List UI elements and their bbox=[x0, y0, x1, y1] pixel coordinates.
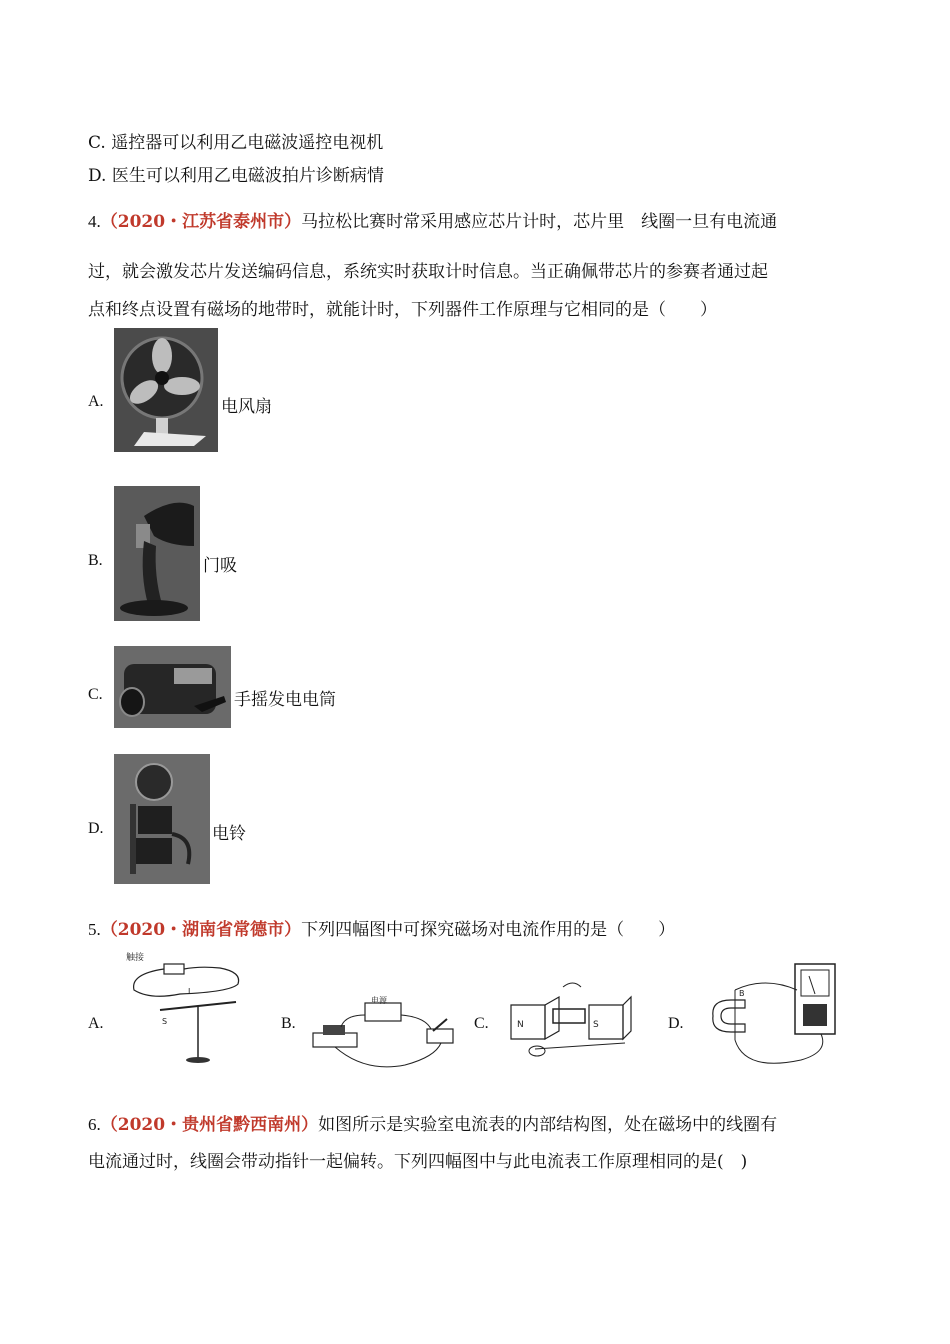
diagram-a-touch-label: 触接 bbox=[126, 953, 145, 963]
q5-option-c-label: C. bbox=[474, 1015, 489, 1032]
question-text: 马拉松比赛时常采用感应芯片计时，芯片里 线圈一旦有电流通 bbox=[301, 212, 778, 232]
q5-diagram-d bbox=[705, 960, 840, 1075]
question-5-line1 bbox=[88, 915, 675, 940]
q5-diagram-b bbox=[305, 995, 465, 1075]
question-6-line2: 电流通过时，线圈会带动指针一起偏转。下列四幅图中与此电流表工作原理相同的是( ) bbox=[88, 1152, 748, 1172]
q5-option-a-label: A. bbox=[88, 1015, 104, 1032]
q5-diagram-c bbox=[505, 975, 635, 1060]
option-b-label: B. bbox=[88, 552, 103, 569]
diagram-b-power-label: 电源 bbox=[371, 996, 387, 1005]
prev-option-d: D. 医生可以利用乙电磁波拍片诊断病情 bbox=[88, 166, 384, 186]
option-c-caption: 手摇发电电筒 bbox=[234, 690, 336, 710]
diagram-a-current-label: I bbox=[188, 987, 191, 996]
q5-option-d-label: D. bbox=[668, 1015, 684, 1032]
diagram-c-n-label: N bbox=[517, 1020, 524, 1030]
q5-option-b-label: B. bbox=[281, 1015, 296, 1032]
electric-fan-photo bbox=[114, 328, 218, 452]
question-number: 6. bbox=[88, 1115, 101, 1134]
question-4-line1 bbox=[88, 207, 777, 232]
question-4-line3: 点和终点设置有磁场的地带时，就能计时，下列器件工作原理与它相同的是（ ） bbox=[88, 300, 717, 320]
diagram-d-b-label: B bbox=[739, 989, 745, 998]
option-d-label: D. bbox=[88, 820, 104, 837]
question-source: （2020・贵州省黔西南州） bbox=[100, 1115, 319, 1135]
option-c-label: C. bbox=[88, 686, 103, 703]
question-6-line1 bbox=[88, 1110, 777, 1135]
option-b-caption: 门吸 bbox=[203, 556, 237, 576]
question-text: 如图所示是实验室电流表的内部结构图，处在磁场中的线圈有 bbox=[318, 1115, 778, 1135]
question-source: （2020・江苏省泰州市） bbox=[100, 212, 302, 232]
option-a-label: A. bbox=[88, 393, 104, 410]
q5-diagram-a bbox=[120, 950, 250, 1070]
question-number: 5. bbox=[88, 920, 101, 939]
diagram-a-s-label: S bbox=[162, 1017, 168, 1026]
prev-option-c: C. 遥控器可以利用乙电磁波遥控电视机 bbox=[88, 133, 384, 153]
diagram-c-s-label: S bbox=[593, 1020, 599, 1030]
question-text: 下列四幅图中可探究磁场对电流作用的是（ ） bbox=[301, 920, 676, 940]
question-number: 4. bbox=[88, 212, 101, 231]
option-a-caption: 电风扇 bbox=[221, 397, 272, 417]
door-stopper-photo bbox=[114, 486, 200, 621]
question-source: （2020・湖南省常德市） bbox=[100, 920, 302, 940]
electric-bell-photo bbox=[114, 754, 210, 884]
hand-crank-flashlight-photo bbox=[114, 646, 231, 728]
option-d-caption: 电铃 bbox=[212, 824, 246, 844]
question-4-line2: 过，就会激发芯片发送编码信息，系统实时获取计时信息。当正确佩带芯片的参赛者通过起 bbox=[88, 262, 768, 282]
